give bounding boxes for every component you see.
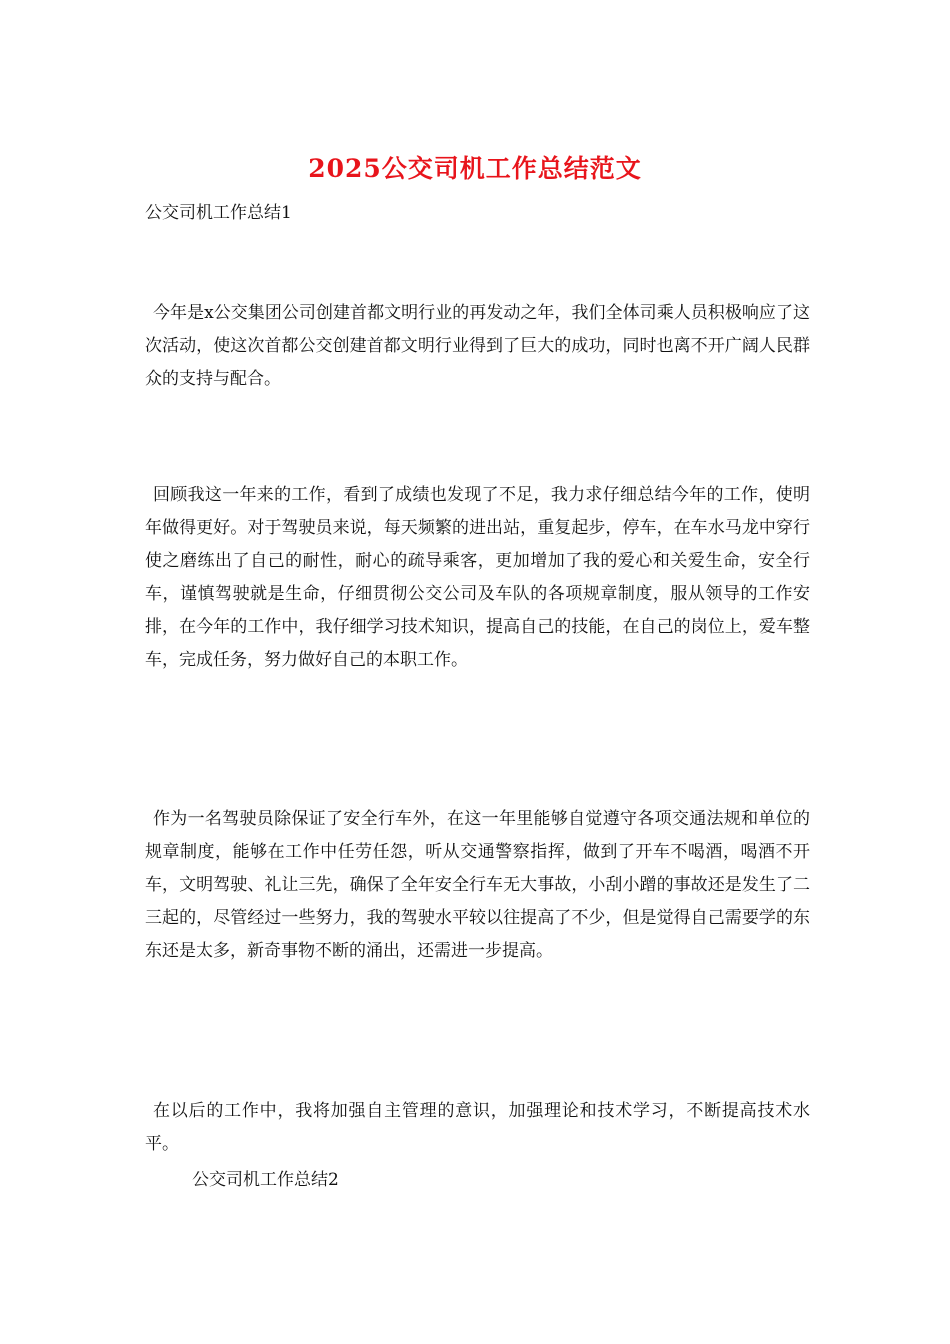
paragraph-3: 作为一名驾驶员除保证了安全行车外，在这一年里能够自觉遵守各项交通法规和单位的规章制度，能够在工作中任劳任怨，听从交通警察指挥，做到了开车不喝酒，喝酒不开车，文明驾驶、礼让三先，确保了全年安全行车无大事故，小刮小蹭的事故还是发生了二三起的，尽管经过一些努力，我的驾驶水平较以往提高了不少，但是觉得自己需要学的东东还是太多，新奇事物不断的涌出，还需进一步提高。 [145, 809, 810, 961]
document-title: 2025公交司机工作总结范文 [308, 154, 642, 183]
paragraph-4: 在以后的工作中，我将加强自主管理的意识，加强理论和技术学习，不断提高技术水平。 [145, 1101, 810, 1154]
section-heading-2: 公交司机工作总结2 [192, 1170, 339, 1190]
paragraph-2: 回顾我这一年来的工作，看到了成绩也发现了不足，我力求仔细总结今年的工作，使明年做得更好。对于驾驶员来说，每天频繁的进出站，重复起步，停车，在车水马龙中穿行使之磨练出了自己的耐性，耐心的疏导乘客，更加增加了我的爱心和关爱生命，安全行车，谨慎驾驶就是生命，仔细贯彻公交公司及车队的各项规章制度，服从领导的工作安排，在今年的工作中，我仔细学习技术知识，提高自己的技能，在自己的岗位上，爱车整车，完成任务，努力做好自己的本职工作。 [145, 485, 810, 670]
paragraph-1: 今年是x公交集团公司创建首都文明行业的再发动之年，我们全体司乘人员积极响应了这次活动，使这次首都公交创建首都文明行业得到了巨大的成功，同时也离不开广阔人民群众的支持与配合。 [145, 303, 810, 389]
section-heading-1: 公交司机工作总结1 [145, 203, 292, 223]
